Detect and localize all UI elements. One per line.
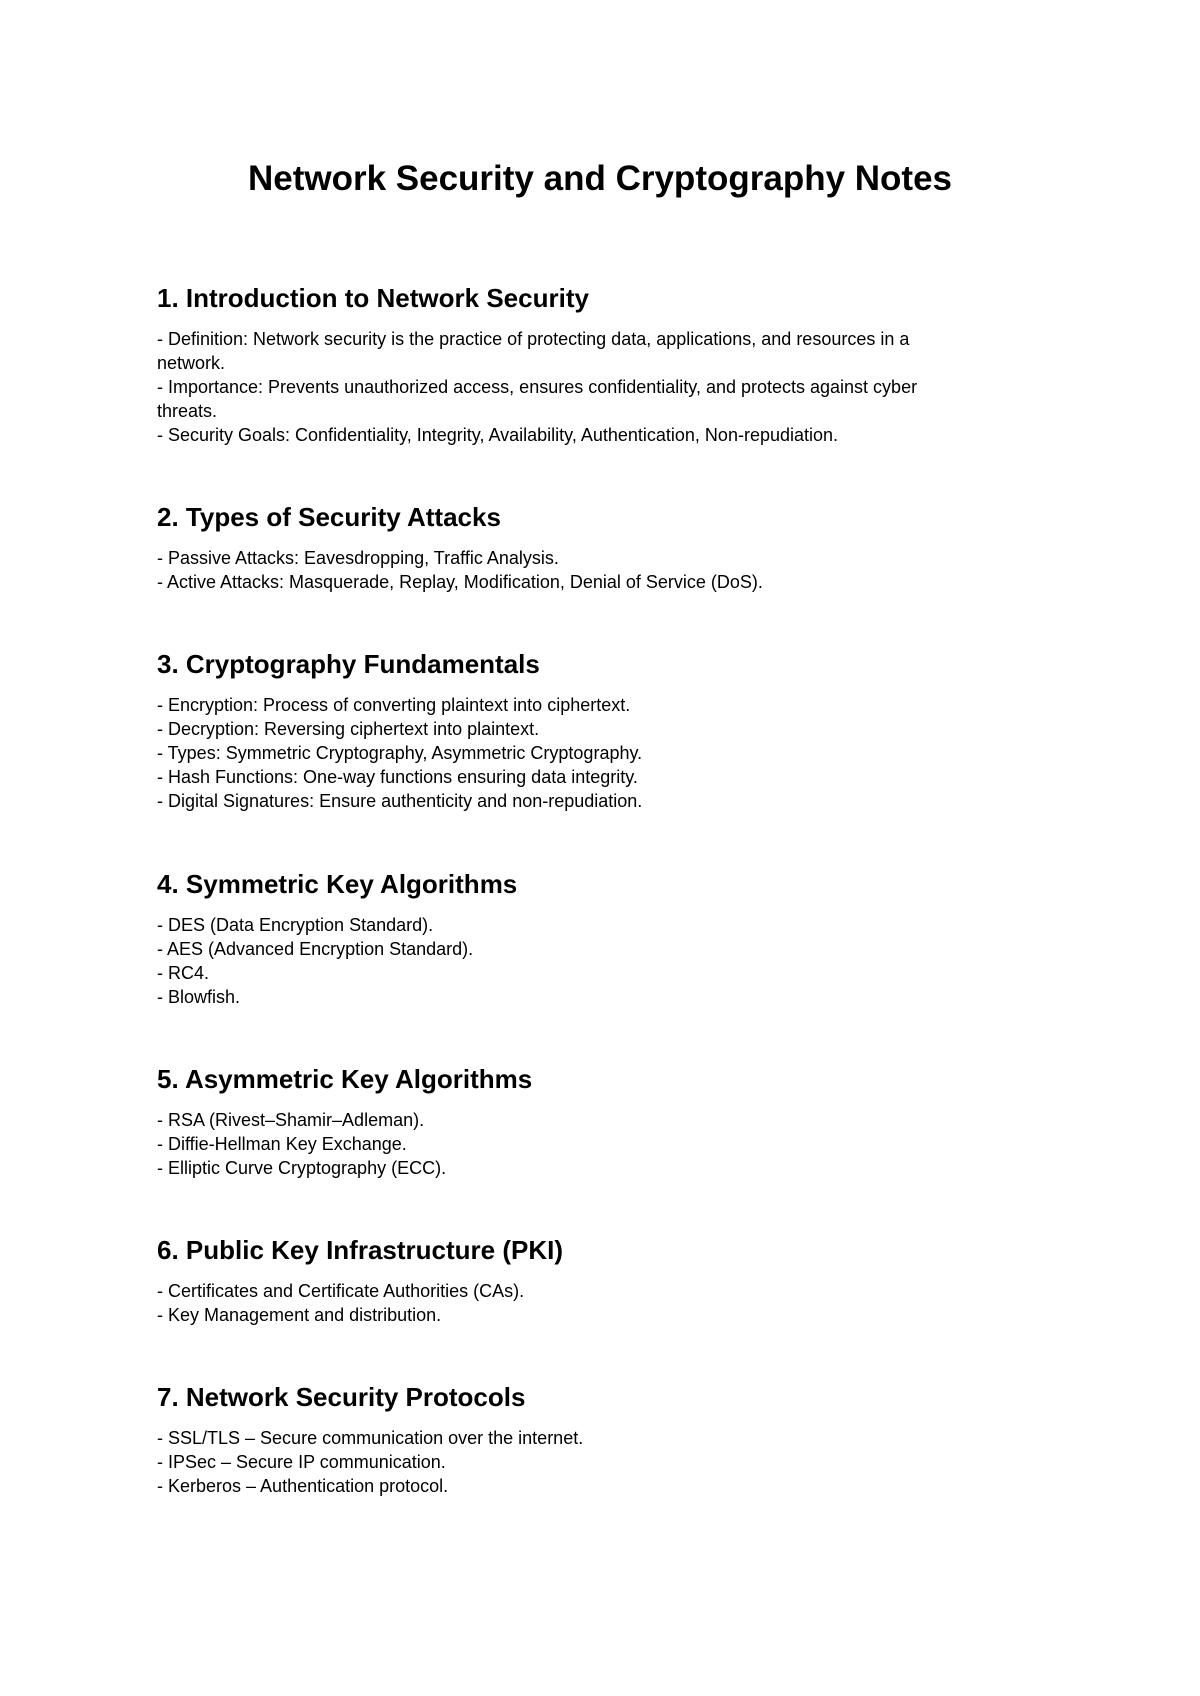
text-line: threats. [157,401,218,421]
section-heading: 5. Asymmetric Key Algorithms [157,1064,533,1094]
text-line: - IPSec – Secure IP communication. [157,1452,446,1472]
section-body [157,327,1057,447]
text-line: - Active Attacks: Masquerade, Replay, Modification, Denial of Service (DoS). [157,572,763,592]
text-line: - RC4. [157,963,210,983]
section-body [157,1108,1057,1180]
text-line: network. [157,353,226,373]
section-heading: 2. Types of Security Attacks [157,502,501,532]
section-body [157,1426,1057,1498]
section-body [157,1279,1057,1327]
section-security-attacks [157,501,1057,594]
section-cryptography-fundamentals [157,648,1057,813]
text-line: - Definition: Network security is the practice of protecting data, applications, and resources in a [157,329,910,349]
section-pki [157,1234,1057,1327]
text-line: - Key Management and distribution. [157,1305,442,1325]
section-heading: 6. Public Key Infrastructure (PKI) [157,1235,563,1265]
section-heading: 3. Cryptography Fundamentals [157,649,540,679]
section-heading: 4. Symmetric Key Algorithms [157,869,518,899]
text-line: - Elliptic Curve Cryptography (ECC). [157,1158,447,1178]
text-line: - Passive Attacks: Eavesdropping, Traffic Analysis. [157,548,559,568]
text-line: - Importance: Prevents unauthorized access, ensures confidentiality, and protects against cyber [157,377,918,397]
text-line: - Blowfish. [157,987,241,1007]
text-line: - Types: Symmetric Cryptography, Asymmetric Cryptography. [157,743,643,763]
text-line: - DES (Data Encryption Standard). [157,915,434,935]
section-body [157,913,1057,1009]
section-symmetric-algorithms [157,868,1057,1009]
text-line: - Encryption: Process of converting plaintext into ciphertext. [157,695,631,715]
section-body [157,546,1057,594]
document-title: Network Security and Cryptography Notes [247,159,953,198]
text-line: - Certificates and Certificate Authorities (CAs). [157,1281,525,1301]
text-line: - Kerberos – Authentication protocol. [157,1476,449,1496]
section-security-protocols [157,1381,1057,1498]
section-asymmetric-algorithms [157,1063,1057,1180]
text-line: - AES (Advanced Encryption Standard). [157,939,474,959]
text-line: - SSL/TLS – Secure communication over the internet. [157,1428,584,1448]
section-heading: 7. Network Security Protocols [157,1382,526,1412]
text-line: - Decryption: Reversing ciphertext into plaintext. [157,719,540,739]
section-introduction [157,282,1057,447]
text-line: - Digital Signatures: Ensure authenticity and non-repudiation. [157,791,643,811]
text-line: - Diffie-Hellman Key Exchange. [157,1134,407,1154]
section-body [157,693,1057,813]
text-line: - Hash Functions: One-way functions ensuring data integrity. [157,767,638,787]
text-line: - Security Goals: Confidentiality, Integrity, Availability, Authentication, Non-repudiation. [157,425,839,445]
section-heading: 1. Introduction to Network Security [157,283,589,313]
text-line: - RSA (Rivest–Shamir–Adleman). [157,1110,425,1130]
